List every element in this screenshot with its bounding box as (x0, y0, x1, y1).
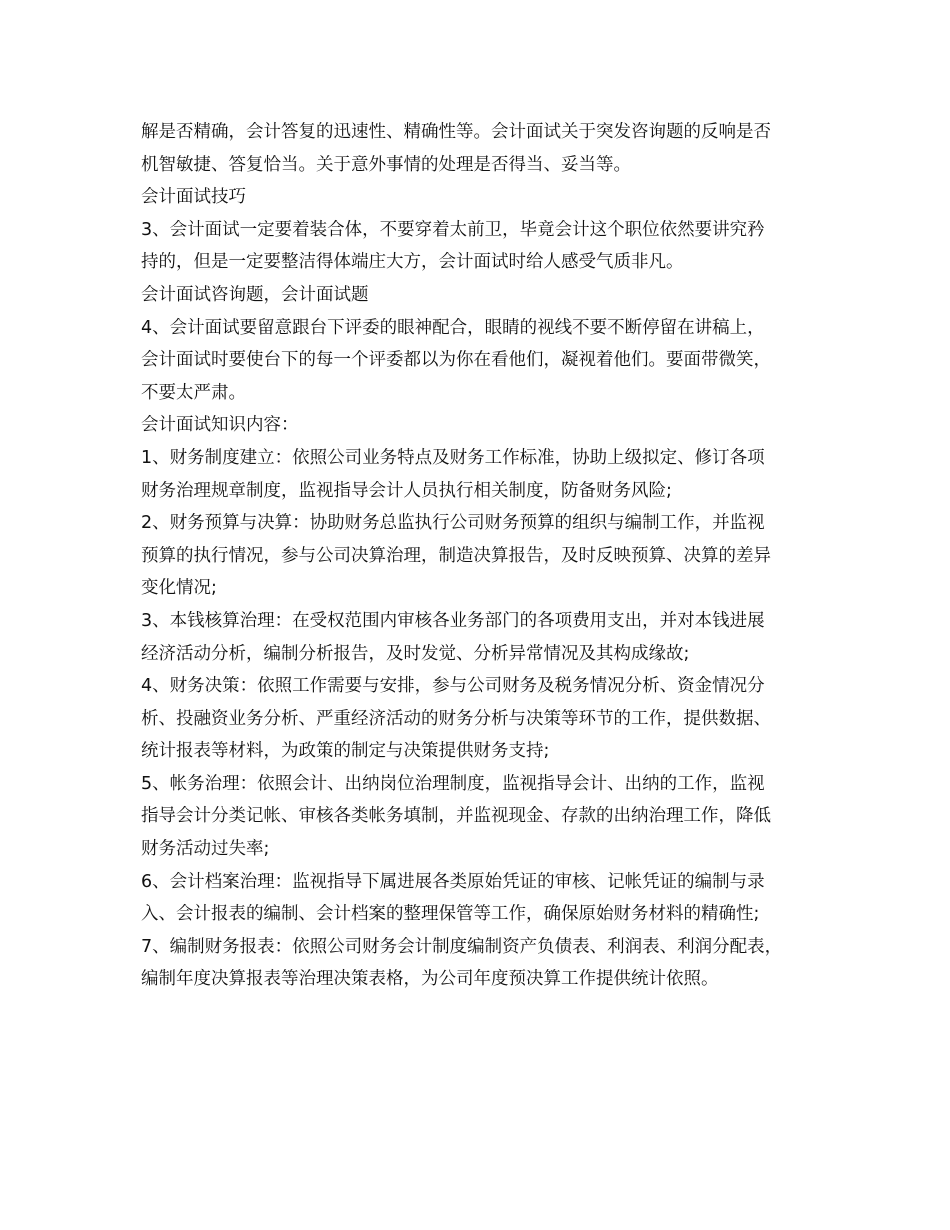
text-line: 编制年度决算报表等治理决策表格，为公司年度预决算工作提供统计依照。 (141, 969, 719, 990)
text-line: 预算的执行情况，参与公司决算治理，制造决算报告，及时反映预算、决算的差异 (141, 545, 771, 566)
section-heading-interview-questions: 会计面试咨询题，会计面试题 (141, 284, 369, 305)
text-line: 3、本钱核算治理：在受权范围内审核各业务部门的各项费用支出，并对本钱进展 (141, 610, 765, 631)
paragraph-tip-3 (141, 214, 821, 279)
text-line: 3、会计面试一定要着装合体，不要穿着太前卫，毕竟会计这个职位依然要讲究矜 (141, 219, 765, 240)
text-line: 财务活动过失率; (141, 839, 270, 860)
text-line: 4、财务决策：依照工作需要与安排，参与公司财务及税务情况分析、资金情况分 (141, 676, 765, 697)
text-line: 1、财务制度建立：依照公司业务特点及财务工作标准，协助上级拟定、修订各项 (141, 447, 765, 468)
paragraph-tip-4 (141, 312, 821, 410)
list-item-budget (141, 507, 821, 605)
text-line: 6、会计档案治理：监视指导下属进展各类原始凭证的审核、记帐凭证的编制与录 (141, 871, 765, 892)
text-line: 财务治理规章制度，监视指导会计人员执行相关制度，防备财务风险; (141, 480, 672, 501)
list-item-financial-decision (141, 670, 821, 768)
paragraph-answer-evaluation (141, 116, 821, 181)
list-item-cost-accounting (141, 605, 821, 670)
text-line: 析、投融资业务分析、严重经济活动的财务分析与决策等环节的工作，提供数据、 (141, 708, 771, 729)
text-line: 变化情况; (141, 578, 217, 599)
text-line: 不要太严肃。 (141, 382, 246, 403)
text-line: 机智敏捷、答复恰当。关于意外事情的处理是否得当、妥当等。 (141, 154, 631, 175)
text-line: 持的，但是一定要整洁得体端庄大方，会计面试时给人感受气质非凡。 (141, 252, 684, 273)
list-item-accounts-management (141, 768, 821, 866)
list-item-financial-system (141, 442, 821, 507)
text-line: 入、会计报表的编制、会计档案的整理保管等工作，确保原始财务材料的精确性; (141, 904, 760, 925)
section-heading-interview-tips: 会计面试技巧 (141, 187, 246, 208)
text-line: 统计报表等材料，为政策的制定与决策提供财务支持; (141, 741, 550, 762)
list-item-archive-management (141, 866, 821, 931)
text-line: 7、编制财务报表：依照公司财务会计制度编制资产负债表、利润表、利润分配表， (141, 936, 783, 957)
text-line: 经济活动分析，编制分析报告，及时发觉、分析异常情况及其构成缘故; (141, 643, 690, 664)
section-heading-knowledge: 会计面试知识内容： (141, 415, 299, 436)
text-line: 4、会计面试要留意跟台下评委的眼神配合，眼睛的视线不要不断停留在讲稿上， (141, 317, 765, 338)
text-line: 会计面试时要使台下的每一个评委都以为你在看他们，凝视着他们。要面带微笑， (141, 350, 771, 371)
text-line: 解是否精确，会计答复的迅速性、精确性等。会计面试关于突发咨询题的反响是否 (141, 122, 771, 142)
text-line: 2、财务预算与决算：协助财务总监执行公司财务预算的组织与编制工作，并监视 (141, 513, 765, 534)
list-item-financial-statements (141, 931, 821, 996)
text-line: 5、帐务治理：依照会计、出纳岗位治理制度，监视指导会计、出纳的工作，监视 (141, 773, 765, 794)
text-line: 指导会计分类记帐、审核各类帐务填制，并监视现金、存款的出纳治理工作，降低 (141, 806, 771, 827)
document-body (141, 116, 821, 996)
